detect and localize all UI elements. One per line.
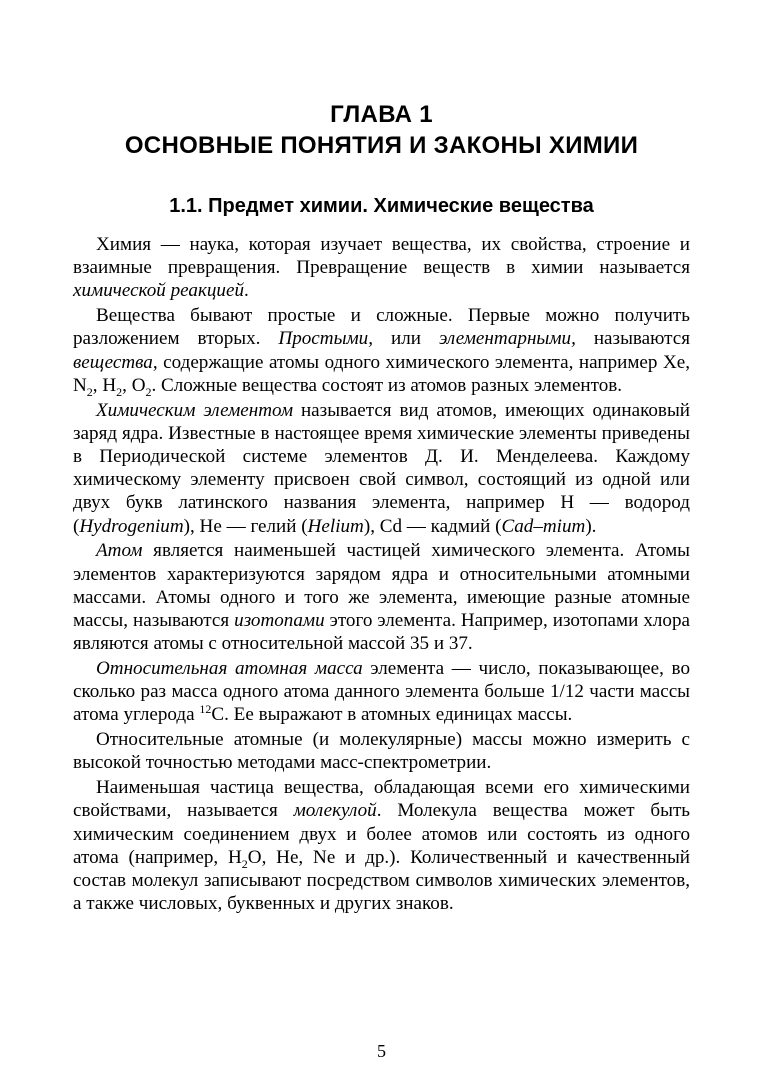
latin-name-helium: Helium	[307, 515, 364, 537]
term-molecule: молекулой	[293, 800, 377, 822]
paragraph-text: ), Cd — кадмий (	[363, 515, 502, 537]
paragraph-text: или	[373, 328, 439, 350]
paragraph-text: является наименьшей частицей химического элемента. Атомы элементов характеризуются зарядом ядра и относительными атомными массами. Атомы одного и того же элемента, имеющие разные атомные массы, называются	[73, 540, 690, 632]
paragraph-mass-spectrometry	[73, 728, 690, 774]
paragraph-molecule	[73, 776, 690, 915]
page-number: 5	[377, 1041, 386, 1061]
latin-name-cadmium: Cad–mium	[501, 515, 586, 537]
chapter-label: ГЛАВА 1	[330, 101, 433, 128]
latin-name-hydrogenium: Hydrogenium	[79, 515, 184, 537]
paragraph-text: . Сложные вещества состоят из атомов разных элементов.	[151, 374, 623, 396]
paragraph-chemical-element	[73, 399, 690, 538]
paragraph-text: Вещества бывают простые и сложные. Первые можно получить разложением вторых.	[73, 305, 690, 350]
term-simple: Простыми,	[278, 328, 374, 350]
paragraph-text: , содержащие атомы одного химического элемента, например Xe, N	[73, 351, 690, 396]
paragraph-atom	[73, 539, 690, 655]
chapter-title: ОСНОВНЫЕ ПОНЯТИЯ И ЗАКОНЫ ХИМИИ	[124, 132, 639, 159]
paragraph-chemistry-definition	[73, 233, 690, 303]
paragraph-text: ).	[585, 515, 597, 537]
paragraph-text: O, He, Ne и др.). Количественный и качественный состав молекул записывают посредством символов химических элементов, а также числовых, буквенных и других знаков.	[73, 846, 690, 915]
paragraph-text: Наименьшая частица вещества, обладающая всеми его химическими свойствами, называется	[73, 777, 690, 822]
subscript: 2	[241, 856, 248, 871]
paragraph-text: C. Ее выражают в атомных единицах массы.	[211, 704, 573, 726]
paragraph-text: , O	[122, 374, 146, 396]
term-chemical-element: Химическим элементом	[96, 399, 294, 421]
paragraph-text: Относительные атомные (и молекулярные) массы можно измерить с высокой точностью методами масс-спектрометрии.	[73, 729, 690, 774]
term-isotopes: изотопами	[234, 610, 325, 632]
paragraph-text: . Молекула вещества может быть химическим соединением двух и более атомов или состоять из одного атома (например, H	[73, 800, 691, 868]
term-substances: вещества	[73, 351, 153, 373]
paragraph-text: Химия — наука, которая изучает вещества, их свойства, строение и взаимные превращения. Превращение веществ в химии называется	[73, 234, 690, 279]
paragraph-text: ), He — гелий (	[183, 515, 308, 537]
paragraph-text: элемента — число, показывающее, во сколько раз масса одного атома данного элемента больше 1/12 части массы атома углерода	[73, 658, 690, 726]
paragraph-text: называются	[575, 328, 690, 350]
term-atom: Атом	[96, 540, 143, 562]
body-text	[73, 233, 690, 917]
subscript: 2	[86, 384, 93, 399]
section-title: 1.1. Предмет химии. Химические вещества	[169, 195, 594, 217]
subscript: 2	[145, 384, 152, 399]
superscript: 12	[199, 702, 212, 717]
paragraph-text: называется вид атомов, имеющих одинаковый заряд ядра. Известные в настоящее время химические элементы приведены в Периодической системе элементов Д. И. Менделеева. Каждому химическому элементу присвоен свой символ, состоящий из одной или двух букв латинского названия элемента, например H — водород (	[73, 399, 690, 537]
paragraph-relative-atomic-mass	[73, 657, 690, 727]
subscript: 2	[116, 384, 123, 399]
term-relative-atomic-mass: Относительная атомная масса	[96, 658, 363, 680]
term-chemical-reaction: химической реакцией	[73, 280, 244, 302]
paragraph-text: этого элемента. Например, изотопами хлора являются атомы с относительной массой 35 и 37.	[73, 610, 690, 655]
paragraph-simple-complex-substances	[73, 304, 690, 397]
paragraph-text: , H	[92, 374, 117, 396]
term-elementary: элементарными,	[438, 328, 576, 350]
paragraph-text: .	[244, 280, 249, 302]
